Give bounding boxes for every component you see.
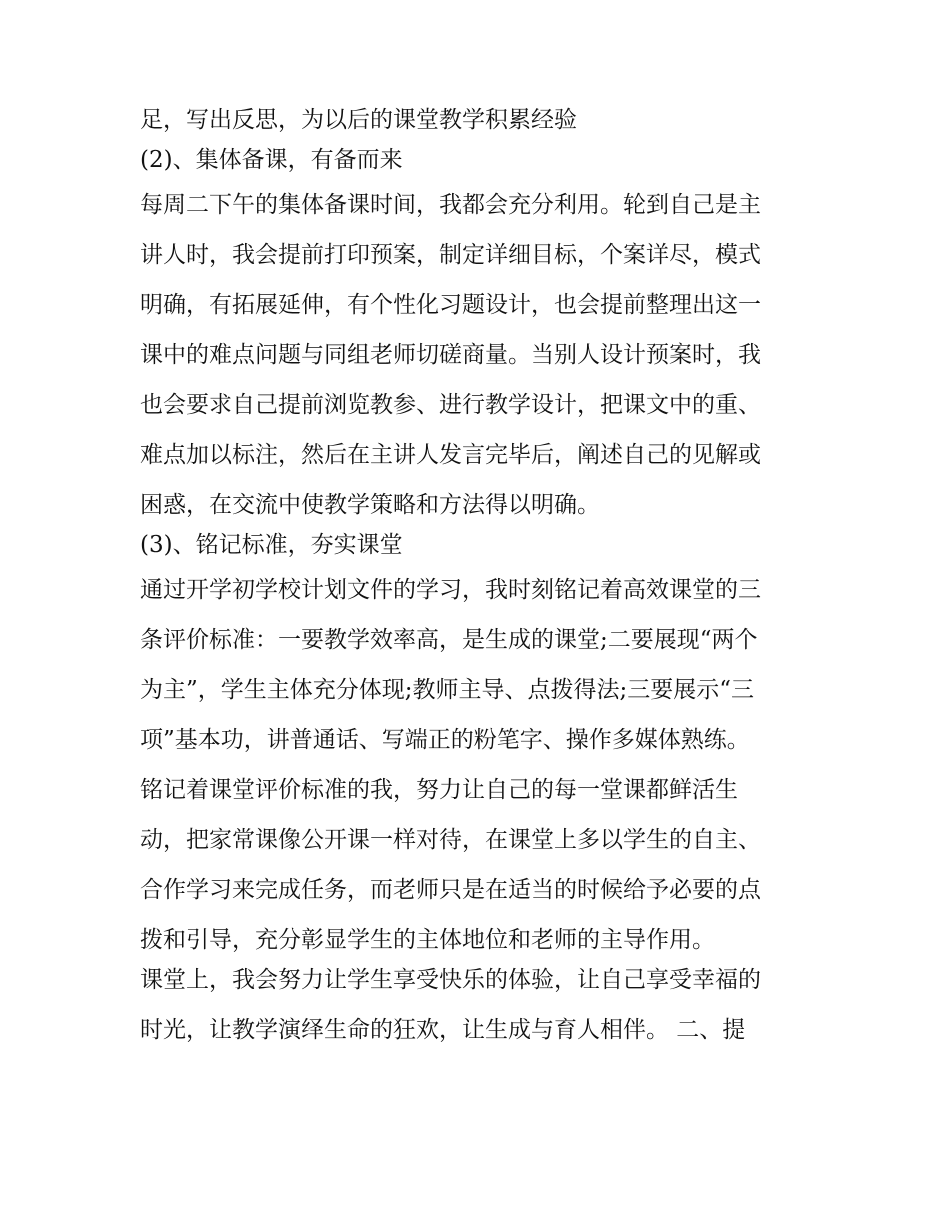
paragraph-line: 时光，让教学演绎生命的狂欢，让生成与育人相伴。 二、提: [140, 1017, 746, 1043]
paragraph-line: 动，把家常课像公开课一样对待，在课堂上多以学生的自主、: [140, 827, 761, 853]
paragraph-line: 明确，有拓展延伸，有个性化习题设计，也会提前整理出这一: [140, 292, 761, 318]
paragraph-line: 合作学习来完成任务，而老师只是在适当的时候给予必要的点: [140, 877, 761, 903]
paragraph-line: 项”基本功，讲普通话、写端正的粉笔字、操作多媒体熟练。: [140, 727, 750, 753]
paragraph-line: 通过开学初学校计划文件的学习，我时刻铭记着高效课堂的三: [140, 577, 761, 603]
paragraph-line: 每周二下午的集体备课时间，我都会充分利用。轮到自己是主: [140, 192, 761, 218]
paragraph-line: 条评价标准：一要教学效率高，是生成的课堂;二要展现“两个: [140, 627, 758, 653]
paragraph-line: 讲人时，我会提前打印预案，制定详细目标，个案详尽，模式: [140, 242, 761, 268]
text-line-continuation: 足，写出反思，为以后的课堂教学积累经验: [140, 107, 577, 133]
paragraph-line: 铭记着课堂评价标准的我，努力让自己的每一堂课都鲜活生: [140, 777, 738, 803]
paragraph-line: 课堂上，我会努力让学生享受快乐的体验，让自己享受幸福的: [140, 967, 761, 993]
paragraph-line: 课中的难点问题与同组老师切磋商量。当别人设计预案时，我: [140, 342, 761, 368]
paragraph-line: 难点加以标注，然后在主讲人发言完毕后，阐述自己的见解或: [140, 442, 761, 468]
section-heading-collective-lesson-prep: (2)、集体备课，有备而来: [140, 147, 403, 173]
paragraph-line: 困惑，在交流中使教学策略和方法得以明确。: [140, 492, 600, 518]
paragraph-line: 拨和引导，充分彰显学生的主体地位和老师的主导作用。: [140, 927, 715, 953]
paragraph-line: 也会要求自己提前浏览教参、进行教学设计，把课文中的重、: [140, 392, 761, 418]
document-body: [140, 108, 820, 1068]
section-heading-standards: (3)、铭记标准，夯实课堂: [140, 532, 403, 558]
paragraph-line: 为主”，学生主体充分体现;教师主导、点拨得法;三要展示“三: [140, 677, 755, 703]
